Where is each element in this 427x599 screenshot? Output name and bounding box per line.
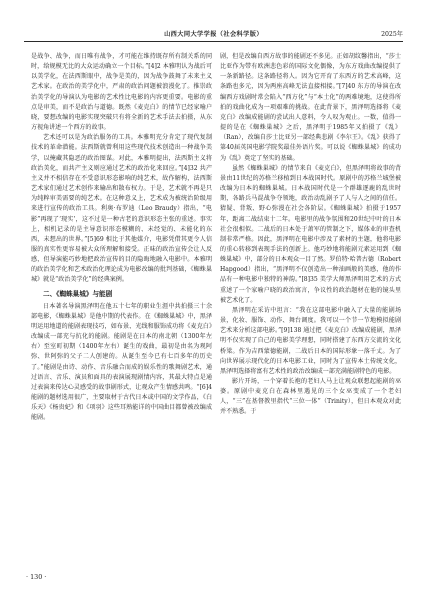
journal-title: 山西大同大学学报（社会科学版） [164, 31, 263, 38]
section-heading: 二、《蜘蛛巢城》与能剧 [43, 289, 113, 298]
paragraph: 剧，但是改编自西方故事的能剧还不多见。正如胡纹馨指出，“莎士比亚作为带有欧洲悲色彩的国际文化偶像，为东方戏曲改编提供了一条新路径。这条路径将人。因为它开育了东西方的艺术高峰，这条路也多元，因为两座高峰无法直接相接。”[7]40 东方的导演在改编西方戏剧时常会陷入“西方化”与“本土化”的两难境地，这使得所拍的戏曲化成为一项艰难的挑战。在此背景下，黑泽明选择将《麦克白》改编成能剧的尝试出人意料，令人叹为观止。一数，值得一提的是在《蜘蛛巢城》之后，黑泽明于1985年又拍摄了《乱》（Ran），改编自莎士比亚另一部经典悲剧《李尔王》。《乱》获得了第40届英国电影学院奖最佳外语片奖。可以说《蜘蛛巢城》的成功为《乱》奠定了坚实的基础。 [220, 53, 401, 162]
paragraph: 艺术还可以是为政治服务的工具。本雅明充分肯定了现代复制技术的革命潜能。法西斯就曾利用这些现代技术创造出一种战争美学，以掩藏其隐恶的政治图谋。对此，本雅明提出，法西斯主义将政治美化，而共产主义则应通过艺术的政治化来回应。”[4]32 共产主义并不相信存在不受意识形态影响的纯艺术，故作解构，法西斯艺术家们通过艺术创作来输出和散布权力。于是，艺术就不再是只为纯粹审美需要的纯艺术。在这种意义上，艺术成为被统治阶级用来进行宣传的政治工具。利奥·布罗迪（Leo Braudy）指出，“电影”再现了‘现实’，这不过是一种古老的意识形态主张的重述。事实上，相机记录的是主导意识形态模糊的、未经觉的、未能化的东西，未想出的世界。”[5]69 相比于其他媒介，电影凭借其更令人信服的真实性更容易被大众所理解和接受。正味的政治宣传会让人反感，但导演能巧妙地把政治宣传的目的隐晦地融入电影中。本雅明的政治美学化和艺术政治化理论成为电影改编的批判基础，《蜘蛛巢城》就是“政治美学化”的经典案例。 [31, 134, 212, 284]
paragraph: 黑泽明在采访中坦言：“我在这部电影中融入了大量的能剧场景，化妆、服饰、动作、舞台调度。我可以一个节一节地模拟能剧艺术来分析这部电影。”[9]138 通过把《麦克白》改编成能剧，黑泽明不仅实现了自己的电影美学理想，同时搭建了东西方交流的文化桥梁。作为吉西蒙德能剧，二战后日本的国际形象一落千丈。为了向世界展示现代化的日本电影工业，同时为了宣传本土传统文化，黑泽明选择将富有艺术性的政治改编成一部充满能剧特色的电影。 [220, 306, 401, 375]
paragraph: 虽然《蜘蛛巢城》的情节来自《麦克白》，但黑泽明将故事的背景由11世纪的苏格兰移植到日本战国时代。原剧中的苏格兰城堡被改编为日本的蜘蛛巢城。日本战国时代是一个群雄逐鹿的乱世时期，各路兵马混战争夺领地，政治动乱剧予了人与人之间的信任。猜疑、背叛、野心弥漫在社会各阶层。《蜘蛛巢城》拍摄于1957年，距离二战结束十二年。电影里的战争氛围和20世纪中叶的日本社会很相似。二战后的日本处于萧军的管制之下，媒体业的审查机制非常严格。因此，黑泽明在电影中涉及了素材的主题，他将电影的重心转移到表现手法的创新上。他巧妙地将能剧元素运用到《蜘蛛巢城》中，部分的日本观众一目了然。罗伯特·哈普古德（Robert Hapgood）指出，“黑泽明不仅创造出一种油画般的美感，他的作品有一种电影中独特的神韵。”[8]35 美学大师黑泽明用艺术的方式重述了一个家喻户晓的政治寓言，争议性的政治题材在他的镜头里被艺术化了。 [220, 164, 401, 304]
page-number: · 130 · [26, 573, 47, 581]
paragraph: 是战争、战争，而日唯有战争，才可能在维持既存所有制关系的同时，给规模无比的大众运动确立一个目标。”[4]2 本雅明认为战后可以美学化，在法西斯眼中，战争是美的，因为战争鼓舞了未来主义艺术家。在政治的美学化中，严肃的政治问题被浪漫化了。推崇政治美学化的导演认为电影的艺术性比电影的内容更重要。电影的重点是审美，而不是政治与道德。既然《麦克白》的情节已经家喻户晓，要想改编的电影实现突破只有将全新的艺术手法去拍摄，从东方视角讲述一个西方的故事。 [31, 53, 212, 132]
left-column [31, 52, 212, 560]
paragraph: 影片开场，一个穿着长袍的老妇人马上让观众联想起能剧的巫婆。原剧中麦克白在森林里遇见的三个女巫变成了一个老妇人，“三”在基督教里指代“三位一体”（Trinity），但日本观众对此并不熟悉。于 [220, 378, 401, 416]
issue-year: 2025年 [381, 31, 403, 38]
paragraph: 日本著名导演黑泽明在他五十七年的职业生涯中共拍摄三十余部电影，《蜘蛛巢城》是他中期的代表作。在《蜘蛛巢城》中，黑泽明运用地道的能剧表现技巧，如布景、光线和服饰成功将《麦克白》改编成一部充与抗化的能剧。能剧是在日本的南北朝（1300年左右）至室町初期（1400年左右）诞生的戏曲，最初是由名为观阿弥、世阿弥的父子二人创建的。从诞生至今已有七百多年的历史了。”能剧是由诗、动作、音乐融合而成的娱乐性的歌舞剧艺术，通过语言、音乐、演员和面具的表演展现剧情内容，其最大特点是通过表演来传达心灵感受的故事剧形式，让观众产生情感共鸣。“[6]4 能剧的题材选用很广，主要取材于古代日本或中国的文学作品，《白乐天》《杨贵妃》和《项羽》这些耳熟能详的中国曲目都曾被改编成能剧。 [31, 302, 212, 422]
right-column [220, 52, 401, 560]
running-header [24, 30, 403, 42]
